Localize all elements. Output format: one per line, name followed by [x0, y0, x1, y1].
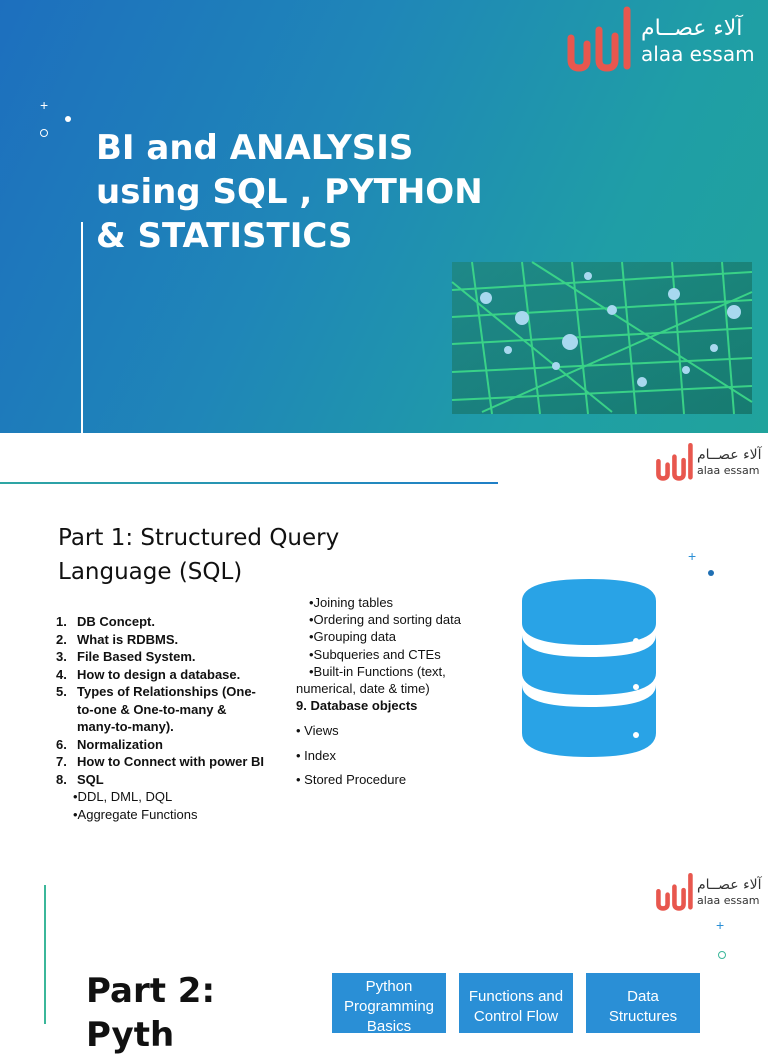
vertical-divider — [44, 885, 46, 1024]
bullet-item: • Stored Procedure — [296, 772, 407, 788]
brand-name-english: alaa essam — [697, 464, 760, 477]
slide-title-continued: Pyth — [86, 1015, 175, 1055]
logo-mark-icon — [655, 443, 695, 483]
tile-line: Structures — [608, 1008, 678, 1025]
tile-line: Python — [365, 978, 413, 995]
network-grid-image — [452, 262, 752, 414]
vertical-divider — [81, 222, 83, 433]
database-icon — [522, 579, 656, 757]
sub-item: •Grouping data — [309, 629, 396, 645]
topic-list-left — [56, 613, 296, 823]
plus-deco-icon: + — [716, 917, 725, 933]
title-line: Language (SQL) — [58, 559, 243, 585]
tile-line: Basics — [366, 1018, 412, 1035]
sub-item: •DDL, DML, DQL — [73, 789, 173, 804]
tile-line: Functions and — [468, 988, 564, 1005]
bullet-item: • Views — [296, 722, 339, 738]
list-item: 4. How to design a database. — [56, 666, 241, 682]
sql-slide — [0, 433, 768, 865]
logo-mark-icon — [565, 8, 635, 74]
brand-name-english: alaa essam — [641, 42, 755, 66]
python-slide — [0, 865, 768, 1055]
tile-line: Data — [627, 988, 659, 1005]
plus-deco-icon: + — [40, 97, 49, 113]
dot-deco-icon — [708, 570, 714, 576]
list-item: 5. Types of Relationships (One- — [56, 684, 256, 699]
topic-list-right — [296, 595, 506, 789]
list-item: 2. What is RDBMS. — [56, 631, 179, 647]
list-item: 9. Database objects — [296, 698, 418, 714]
sub-item: •Subqueries and CTEs — [309, 646, 441, 662]
list-item: many-to-many). — [77, 719, 174, 734]
slide-title: Part 2: — [86, 971, 216, 1011]
plus-deco-icon: + — [688, 548, 697, 564]
brand-logo — [655, 443, 765, 483]
bullet-item: • Index — [296, 747, 336, 763]
title-slide — [0, 0, 768, 433]
dot-deco-icon — [65, 116, 71, 122]
slide-title — [96, 126, 536, 258]
list-item: 3. File Based System. — [56, 649, 196, 664]
list-item: 7. How to Connect with power BI — [56, 754, 265, 769]
list-item: to-one & One-to-many & — [77, 701, 227, 717]
list-item: 8. SQL — [56, 771, 104, 787]
title-line: using SQL , PYTHON — [96, 172, 483, 212]
topic-tile — [332, 973, 446, 1033]
header-divider — [0, 482, 498, 484]
sub-item: •Built-in Functions (text, — [309, 663, 446, 679]
brand-name-arabic: آلاء عصــام — [641, 16, 743, 41]
sub-item: •Joining tables — [309, 595, 394, 610]
brand-logo — [565, 8, 755, 74]
ring-deco-icon — [718, 951, 726, 959]
sub-item: •Ordering and sorting data — [309, 612, 461, 628]
brand-logo — [655, 873, 765, 913]
sub-item: •Aggregate Functions — [73, 806, 198, 822]
title-line: & STATISTICS — [96, 216, 353, 256]
ring-deco-icon — [40, 129, 48, 137]
topic-tile — [586, 973, 700, 1033]
tile-line: Control Flow — [473, 1008, 559, 1025]
title-line: Part 1: Structured Query — [58, 525, 340, 551]
slide-title — [58, 521, 418, 589]
tile-line: Programming — [343, 998, 435, 1015]
topic-tile — [459, 973, 573, 1033]
list-item: 1. DB Concept. — [56, 614, 155, 629]
sub-item-continued: numerical, date & time) — [296, 681, 430, 697]
title-line: BI and ANALYSIS — [96, 128, 414, 168]
brand-name-arabic: آلاء عصــام — [697, 447, 762, 463]
brand-name-arabic: آلاء عصــام — [697, 877, 762, 893]
brand-name-english: alaa essam — [697, 894, 760, 907]
list-item: 6. Normalization — [56, 736, 163, 752]
logo-mark-icon — [655, 873, 695, 913]
